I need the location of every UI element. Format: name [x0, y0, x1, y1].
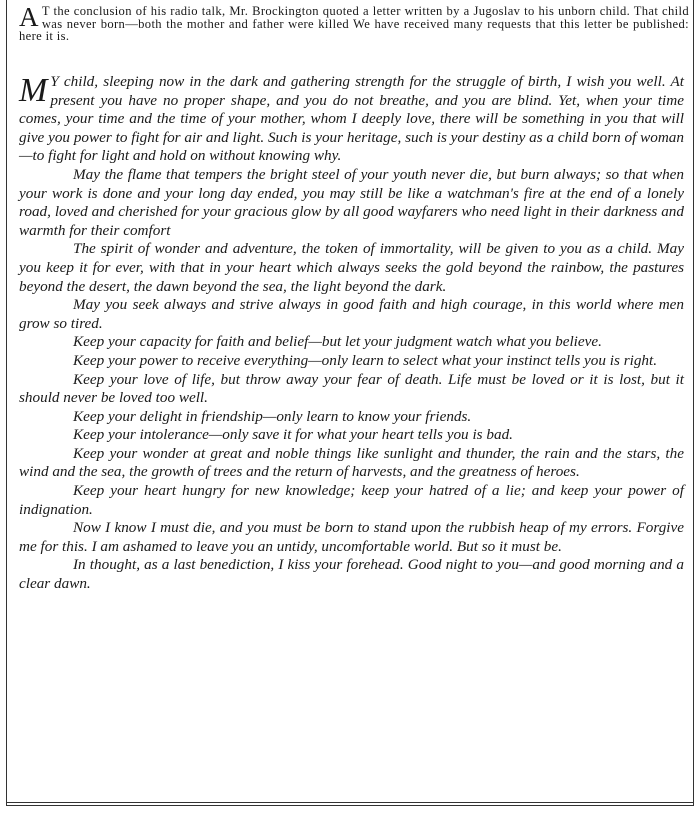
letter-paragraph: Keep your love of life, but throw away your fear of death. Life must be loved or it is lost, but it should never be loved too well.: [19, 370, 684, 407]
letter-paragraph: The spirit of wonder and adventure, the token of immortality, will be given to you as a child. May you keep it for ever, with that in your heart which always seeks the gold beyond the rainbow, the pastures beyond the desert, the dawn beyond the sea, the light beyond the dark.: [19, 240, 684, 295]
letter-paragraph: Keep your heart hungry for new knowledge; keep your hatred of a lie; and keep your power of indignation.: [19, 482, 684, 518]
letter-dropcap: M: [19, 72, 48, 109]
letter-body: [19, 73, 684, 594]
letter-paragraph: Keep your delight in friendship—only learn to know your friends.: [73, 407, 472, 425]
letter-paragraph: In thought, as a last benediction, I kiss your forehead. Good night to you—and good morning and a clear dawn.: [19, 556, 684, 593]
editorial-intro: [19, 2, 689, 44]
letter-paragraph: May you seek always and strive always in good faith and high courage, in this world where men grow so tired.: [19, 296, 684, 332]
letter-paragraph: Keep your wonder at great and noble things like sunlight and thunder, the rain and the stars, the wind and the sea, the growth of trees and the return of harvests, and the greatness of heroes.: [19, 444, 684, 481]
letter-paragraph: Keep your power to receive everything—only learn to select what your instinct tells you is right.: [73, 351, 658, 369]
newspaper-clipping: [6, 0, 694, 806]
intro-text: T the conclusion of his radio talk, Mr. Brockington quoted a letter written by a Jugoslav to his unborn child. That child was never born—both the mother and father were killed We have received many requests that this letter be published: here it is.: [19, 4, 689, 44]
letter-paragraph: Keep your intolerance—only save it for what your heart tells you is bad.: [73, 426, 513, 444]
letter-paragraph: Now I know I must die, and you must be born to stand upon the rubbish heap of my errors. Forgive me for this. I am ashamed to leave you an untidy, uncomfortable world. But so it must be.: [19, 519, 684, 555]
letter-paragraph: May the flame that tempers the bright steel of your youth never die, but burn always; so that when your work is done and your long day ended, you may still be like a watchman's fire at the end of a lonely road, loved and cherished for your gracious glow by all good wayfarers who need light in their darkness and warmth for their comfort: [19, 165, 684, 239]
letter-opening-text: Y child, sleeping now in the dark and gathering strength for the struggle of birth, I wish you well. At present you have no proper shape, and you do not breathe, and you are blind. Yet, when your time comes, your time and the time of your mother, whom I deeply love, there will be something in you that will give you power to fight for air and light. Such is your heritage, such is your destiny as a child born of woman—to fight for light and hold on without knowing why.: [19, 73, 684, 165]
bottom-border-rule: [7, 802, 693, 806]
letter-paragraph: Keep your capacity for faith and belief—but let your judgment watch what you believe.: [73, 333, 602, 351]
letter-opening-paragraph: [19, 73, 684, 166]
intro-dropcap: A: [19, 2, 39, 32]
